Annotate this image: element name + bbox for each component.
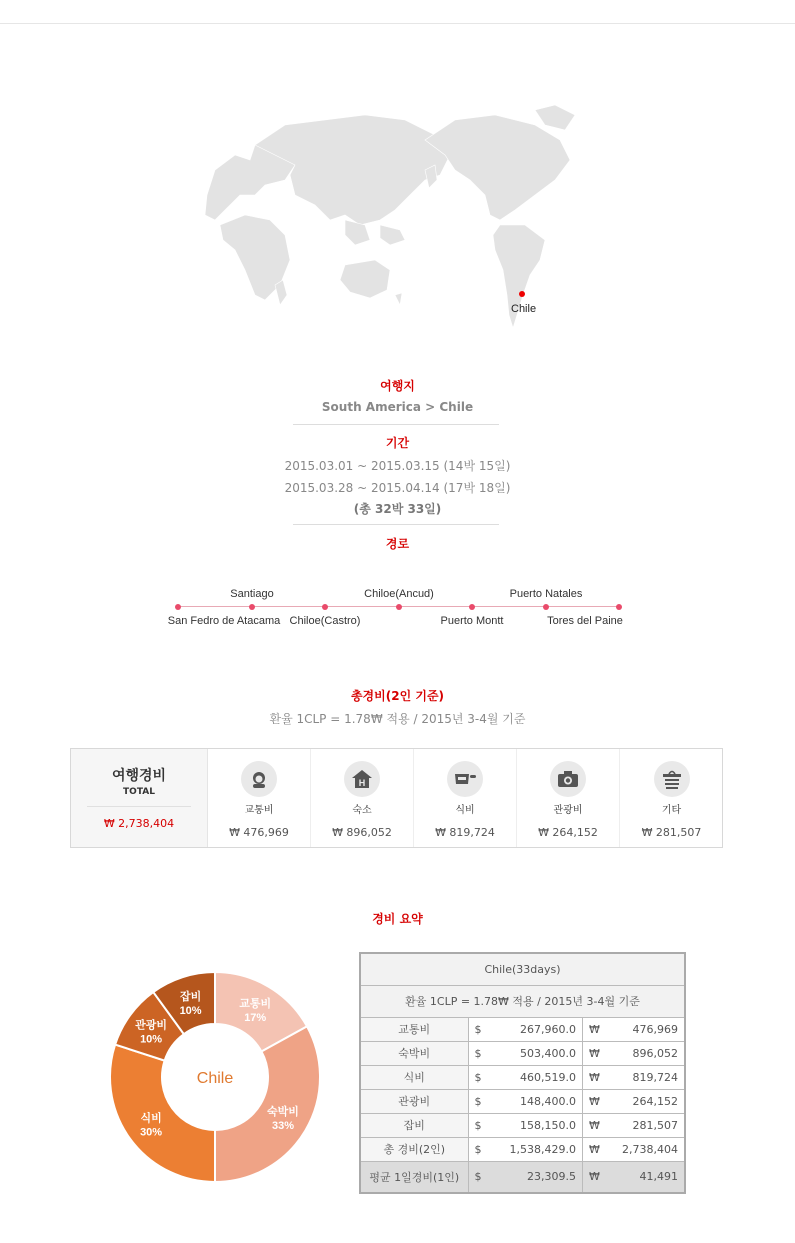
cost-item-label: 교통비 xyxy=(244,805,274,816)
route-stop-label: Chiloe(Ancud) xyxy=(364,588,434,600)
chile-marker-dot[interactable] xyxy=(519,291,525,297)
camera-icon xyxy=(550,761,586,797)
summary-table xyxy=(359,952,686,1194)
table-row xyxy=(360,1089,685,1113)
dollar-sign: $ xyxy=(468,1017,488,1041)
clp-value: 158,150.0 xyxy=(488,1113,582,1137)
cost-item-lodging xyxy=(311,749,414,847)
cost-item-value: ₩ 264,152 xyxy=(538,826,598,839)
slice-percent-label: 10% xyxy=(140,1033,163,1046)
slice-percent-label: 33% xyxy=(271,1120,295,1133)
clp-value: 267,960.0 xyxy=(488,1017,582,1041)
svg-text:H: H xyxy=(358,778,366,788)
table-row xyxy=(360,1065,685,1089)
slice-percent-label: 17% xyxy=(244,1012,267,1025)
table-row xyxy=(360,1017,685,1041)
donut-slice[interactable] xyxy=(215,1026,320,1182)
summary-table-title: Chile(33days) xyxy=(360,953,685,985)
won-sign: ₩ xyxy=(582,1041,602,1065)
top-divider xyxy=(0,23,795,24)
krw-value: 281,507 xyxy=(602,1113,685,1137)
krw-value: 41,491 xyxy=(602,1161,685,1193)
donut-slice[interactable] xyxy=(110,1045,215,1182)
cost-item-transport xyxy=(208,749,311,847)
won-sign: ₩ xyxy=(582,1137,602,1161)
period-line-1: 2015.03.01 ~ 2015.03.15 (14박 15일) xyxy=(284,459,511,473)
period-line-2: 2015.03.28 ~ 2015.04.14 (17박 18일) xyxy=(284,481,511,495)
world-map-graphic xyxy=(195,100,595,335)
divider xyxy=(87,806,191,807)
donut-center-label: Chile xyxy=(196,1070,234,1087)
slice-category-label: 관광비 xyxy=(135,1019,168,1032)
clp-value: 23,309.5 xyxy=(488,1161,582,1193)
row-name: 잡비 xyxy=(360,1113,468,1137)
cost-item-value: ₩ 819,724 xyxy=(435,826,495,839)
route-stop-dot[interactable] xyxy=(249,604,255,610)
total-cost-heading: 총경비(2인 기준) xyxy=(350,689,445,703)
period-total: (총 32박 33일) xyxy=(353,502,442,516)
clp-value: 503,400.0 xyxy=(488,1041,582,1065)
slice-category-label: 식비 xyxy=(140,1112,162,1125)
cost-overview xyxy=(70,748,723,848)
route-stop-dot[interactable] xyxy=(396,604,402,610)
row-name: 관광비 xyxy=(360,1089,468,1113)
cost-total-title: 여행경비 xyxy=(111,768,167,784)
won-sign: ₩ xyxy=(582,1113,602,1137)
divider xyxy=(293,524,499,525)
clp-value: 460,519.0 xyxy=(488,1065,582,1089)
won-sign: ₩ xyxy=(582,1089,602,1113)
won-sign: ₩ xyxy=(582,1161,602,1193)
cost-item-label: 기타 xyxy=(661,805,682,816)
krw-value: 896,052 xyxy=(602,1041,685,1065)
row-name: 총 경비(2인) xyxy=(360,1137,468,1161)
slice-category-label: 교통비 xyxy=(239,998,272,1011)
clp-value: 148,400.0 xyxy=(488,1089,582,1113)
slice-percent-label: 10% xyxy=(179,1004,202,1017)
route-stop-label: Chiloe(Castro) xyxy=(289,615,361,627)
dollar-sign: $ xyxy=(468,1137,488,1161)
slice-percent-label: 30% xyxy=(140,1126,163,1139)
row-name: 평균 1일경비(1인) xyxy=(360,1161,468,1193)
route-stop-dot[interactable] xyxy=(543,604,549,610)
cost-item-value: ₩ 476,969 xyxy=(229,826,289,839)
cost-item-sightseeing xyxy=(517,749,620,847)
table-row-average xyxy=(360,1161,685,1193)
cost-total-panel xyxy=(71,749,208,847)
cost-item-label: 관광비 xyxy=(553,805,583,816)
dollar-sign: $ xyxy=(468,1113,488,1137)
dollar-sign: $ xyxy=(468,1161,488,1193)
basket-icon xyxy=(654,761,690,797)
cost-total-subtitle: TOTAL xyxy=(123,787,155,797)
expense-donut-chart xyxy=(108,970,322,1184)
slice-category-label: 잡비 xyxy=(179,990,202,1003)
krw-value: 2,738,404 xyxy=(602,1137,685,1161)
route-stop-label: Puerto Natales xyxy=(509,588,583,600)
world-map xyxy=(195,100,595,335)
food-icon xyxy=(447,761,483,797)
route-stop-label: Tores del Paine xyxy=(547,615,623,627)
won-sign: ₩ xyxy=(582,1065,602,1089)
route-stop-dot[interactable] xyxy=(616,604,622,610)
table-row xyxy=(360,1041,685,1065)
route-stop-label: Santiago xyxy=(230,588,274,600)
cost-item-food xyxy=(414,749,517,847)
krw-value: 264,152 xyxy=(602,1089,685,1113)
route-stop-dot[interactable] xyxy=(469,604,475,610)
row-name: 교통비 xyxy=(360,1017,468,1041)
person-icon xyxy=(241,761,277,797)
destination-heading: 여행지 xyxy=(380,379,415,393)
route-heading: 경로 xyxy=(385,537,410,551)
donut-svg xyxy=(108,970,322,1184)
won-sign: ₩ xyxy=(582,1017,602,1041)
summary-heading: 경비 요약 xyxy=(372,912,423,926)
summary-table-rate: 환율 1CLP = 1.78₩ 적용 / 2015년 3-4월 기준 xyxy=(360,985,685,1017)
slice-category-label: 숙박비 xyxy=(267,1106,299,1119)
period-heading: 기간 xyxy=(385,436,410,450)
destination-value: South America > Chile xyxy=(321,400,474,414)
cost-item-label: 식비 xyxy=(455,805,475,816)
exchange-rate-note: 환율 1CLP = 1.78₩ 적용 / 2015년 3-4월 기준 xyxy=(269,712,526,726)
krw-value: 819,724 xyxy=(602,1065,685,1089)
hotel-icon xyxy=(344,761,380,797)
chile-marker-label: Chile xyxy=(511,303,537,315)
dollar-sign: $ xyxy=(468,1041,488,1065)
cost-item-value: ₩ 896,052 xyxy=(332,826,392,839)
clp-value: 1,538,429.0 xyxy=(488,1137,582,1161)
table-row xyxy=(360,1113,685,1137)
table-row xyxy=(360,1137,685,1161)
cost-item-value: ₩ 281,507 xyxy=(641,826,702,839)
row-name: 숙박비 xyxy=(360,1041,468,1065)
cost-item-label: 숙소 xyxy=(352,805,372,816)
divider xyxy=(293,424,499,425)
krw-value: 476,969 xyxy=(602,1017,685,1041)
row-name: 식비 xyxy=(360,1065,468,1089)
route-stop-dot[interactable] xyxy=(175,604,181,610)
cost-total-value: ₩ 2,738,404 xyxy=(103,817,175,830)
dollar-sign: $ xyxy=(468,1065,488,1089)
route-stop-label: Puerto Montt xyxy=(440,615,504,627)
cost-item-other xyxy=(620,749,723,847)
dollar-sign: $ xyxy=(468,1089,488,1113)
route-stop-label: San Fedro de Atacama xyxy=(167,615,281,627)
route-stop-dot[interactable] xyxy=(322,604,328,610)
